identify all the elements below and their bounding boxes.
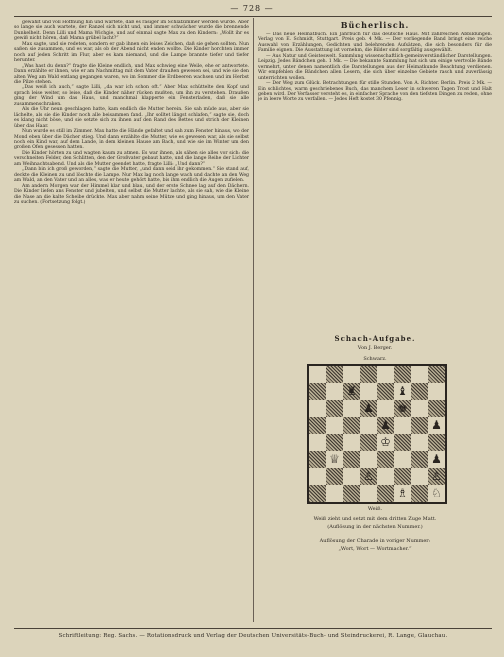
review-paragraph: — Der Weg zum Glück. Betrachtungen für stille Stunden. Von A. Richter. Berlin. Preis 2 Mk. — Ein schlichtes, warm geschriebenes Buch, das manchem Leser in schweren Tagen Trost und Halt geben wird. Der Verfasser versteht es, in einfacher Sprache von den tiefsten Dingen zu reden, ohne je in leere Worte zu verfallen. — Jedes Heft kostet 30 Pfennig.: [258, 81, 492, 103]
top-rule: [14, 16, 492, 17]
chess-square: [326, 468, 343, 485]
story-paragraph: gewählt und voll Hoffnung hin und wartete, daß es rasiger im Schlafzimmer werden würde. Aber so lange sie auch wartete, der Ranzel sich nicht und, und immer schwächer wurde die brennende Dunkelheit. Denn Lilli und Mama Wichgie, und auf einmal sagte Max zu den Kindern: „Wollt ihr es gewiß nicht hören, daß Mama grübel lacht?“: [14, 20, 249, 42]
chess-board: [307, 364, 447, 504]
chess-piece: ♟: [431, 418, 442, 432]
chess-square: [343, 485, 360, 502]
chess-piece: ♔: [380, 435, 391, 449]
chess-square: [411, 451, 428, 468]
charade-solution: „Wort, Wort — Wortmacher.“: [338, 546, 412, 552]
chess-piece: ♟: [363, 401, 374, 415]
chess-square: [343, 366, 360, 383]
chess-square: [360, 434, 377, 451]
chess-piece: ♕: [329, 452, 340, 466]
chess-square: [309, 485, 326, 502]
chess-square: [326, 366, 343, 383]
chess-square: [343, 451, 360, 468]
chess-square: [428, 434, 445, 451]
chess-square: [309, 366, 326, 383]
chess-square: [428, 400, 445, 417]
chess-square: [411, 434, 428, 451]
chess-square: [360, 451, 377, 468]
chess-square: [360, 485, 377, 502]
chess-solution-note: (Auflösung in der nächsten Nummer.): [327, 524, 423, 530]
chess-square: [360, 366, 377, 383]
black-label: Schwarz.: [363, 356, 387, 362]
chess-square: [360, 400, 377, 417]
chess-square: [411, 383, 428, 400]
chess-problem: [258, 334, 492, 624]
chess-square: [428, 383, 445, 400]
chess-square: [343, 434, 360, 451]
chess-square: [326, 417, 343, 434]
chess-piece: ♟: [380, 418, 391, 432]
chess-piece: ♟: [431, 452, 442, 466]
chess-square: [360, 383, 377, 400]
chess-square: [326, 434, 343, 451]
chess-square: [343, 417, 360, 434]
chess-square: [377, 383, 394, 400]
chess-piece: ♚: [397, 401, 408, 415]
chess-square: [309, 400, 326, 417]
chess-square: [394, 366, 411, 383]
chess-piece: ♗: [397, 486, 408, 500]
chess-square: [394, 417, 411, 434]
chess-square: [377, 485, 394, 502]
chess-square: [428, 451, 445, 468]
story-paragraph: Die Kinder hörten zu und wagten kaum zu atmen. Es war ihnen, als sähen sie alles vor sich: die verschneiten Felder, den Schlitten, den der Großvater gebaut hatte, und die lange Reihe der Lichter am Weihnachtsabend. Und als die Mutter geendet hatte, fragte Lilli: „Und dann?“: [14, 150, 249, 167]
chess-piece: ♝: [397, 384, 408, 398]
chess-square: [309, 417, 326, 434]
chess-square: [377, 366, 394, 383]
chess-piece: ♙: [363, 469, 374, 483]
story-paragraph: Als die Uhr neun geschlagen hatte, kam endlich die Mutter herein. Sie sah müde aus, aber sie lächelte, als sie die Kinder noch alle beisammen fand. „Ihr solltet längst schlafen,“ sagte sie, doch es klang nicht böse, und sie setzte sich zu ihnen auf den Rand des Bettes und strich der Kleinen über das Haar.: [14, 107, 249, 129]
chess-square: [394, 383, 411, 400]
chess-square: [326, 400, 343, 417]
section-heading: Bücherlisch.: [340, 20, 410, 30]
chess-square: [309, 451, 326, 468]
chess-square: [428, 468, 445, 485]
story-paragraph: „Dann bin ich groß geworden,“ sagte die Mutter, „und dann seid ihr gekommen.“ Sie stand auf, deckte die Kleinen zu und löschte die Lampe. Nur Max lag noch lange wach und dachte an den Weg am Wald, an den Vater und an alles, was er heute gehört hatte, bis ihm endlich die Augen zufielen.: [14, 167, 249, 184]
chess-square: [309, 468, 326, 485]
chess-square: [411, 485, 428, 502]
page-number: — 728 —: [230, 4, 274, 13]
story-column: [14, 20, 249, 624]
charade-solution-title: Auflösung der Charade in voriger Nummer:: [319, 538, 431, 544]
chess-square: [309, 434, 326, 451]
story-paragraph: Max sagte, und sie redeten, sondern er gab ihnen ein leises Zeichen, daß sie gehen sollten. Nun saßen sie zusammen, und es war, als ob der Abend nicht enden wollte. Die Kinder horchten immer noch auf jeden Schritt im Flur, aber es kam niemand, und die Lampe brannte tiefer und tiefer herunter.: [14, 41, 249, 64]
chess-square: [377, 434, 394, 451]
chess-square: [428, 366, 445, 383]
chess-square: [394, 400, 411, 417]
chess-piece: ♜: [346, 384, 357, 398]
chess-square: [343, 468, 360, 485]
story-paragraph: „Das weiß ich auch,“ sagte Lilli, „da war ich schon oft.“ Aber Max schüttelte den Kopf und sprach leise weiter, so leise, daß die Kinder näher rücken mußten, um ihn zu verstehen. Draußen ging der Wind um das Haus, und manchmal klapperte ein Fensterladen, daß sie alle zusammenschraken.: [14, 85, 249, 107]
chess-square: [377, 400, 394, 417]
chess-square: [343, 383, 360, 400]
chess-square: [394, 434, 411, 451]
chess-square: [326, 383, 343, 400]
chess-square: [428, 417, 445, 434]
imprint-footer: Schriftleitung: Reg. Sachs. — Rotationsdruck und Verlag der Deutschen Universitäts-Buch- und Steindruckerei, R. Lange, Glauchau.: [58, 633, 448, 639]
chess-square: [326, 451, 343, 468]
story-paragraph: „Was hast du denn?“ fragte die Kleine endlich, und Max schwieg eine Weile, ehe er antwortete. Dann erzählte er ihnen, wie er am Nachmittag mit dem Vater draußen gewesen sei, und wie sie den alten Weg am Wald entlang gegangen waren, wo im Sommer die Erdbeeren wachsen und im Herbst die Pilze stehen.: [14, 63, 249, 85]
white-label: Weiß.: [367, 506, 383, 512]
chess-square: [326, 485, 343, 502]
chess-square: [428, 485, 445, 502]
chess-title: Schach-Aufgabe.: [334, 334, 416, 343]
story-paragraph: Nun wurde es still im Zimmer. Max hatte die Hände gefaltet und sah zum Fenster hinaus, wo der Mond eben über die Dächer stieg. Und dann erzählte die Mutter, wie es gewesen war, als sie selbst noch ein Kind war, auf dem Lande, in dem kleinen Hause am Bach, und wie sie im Winter um den großen Ofen gesessen hatten.: [14, 129, 249, 151]
column-divider: [253, 18, 254, 622]
chess-square: [411, 400, 428, 417]
chess-square: [411, 468, 428, 485]
chess-square: [309, 383, 326, 400]
chess-square: [360, 468, 377, 485]
chess-author: Von J. Berger.: [357, 345, 393, 351]
review-paragraph: — Aus Natur und Geisteswelt. Sammlung wissenschaftlich-gemeinverständlicher Darstellungen. Leipzig. Jedes Bändchen geh. 1 Mk. — Die bekannte Sammlung hat sich um einige wertvolle Bände vermehrt, unter denen namentlich die Darstellungen aus der Heimatkunde Beachtung verdienen. Wir empfehlen die Bändchen allen Lesern, die sich über einzelne Gebiete rasch und zuverlässig unterrichten wollen.: [258, 53, 492, 81]
chess-instruction: Weiß zieht und setzt mit dem dritten Zuge Matt.: [313, 516, 437, 522]
chess-square: [377, 451, 394, 468]
chess-square: [377, 417, 394, 434]
bottom-rule: [14, 628, 492, 629]
chess-square: [377, 468, 394, 485]
chess-piece: ♘: [431, 486, 442, 500]
chess-square: [394, 468, 411, 485]
book-review-column: [258, 32, 492, 326]
chess-square: [411, 417, 428, 434]
chess-square: [360, 417, 377, 434]
chess-piece: ♙: [431, 469, 442, 483]
chess-square: [394, 485, 411, 502]
story-paragraph: Am andern Morgen war der Himmel klar und blau, und der erste Schnee lag auf den Dächern. Die Kinder liefen ans Fenster und jubelten, und selbst die Mutter lachte, als sie sah, wie die Kleine die Nase an die kalte Scheibe drückte. Max aber nahm seine Mütze und ging hinaus, um den Vater zu suchen. (Fortsetzung folgt.): [14, 183, 249, 205]
chess-square: [411, 366, 428, 383]
chess-square: [343, 400, 360, 417]
chess-square: [394, 451, 411, 468]
review-paragraph: — Das neue Heimatbuch. Ein Jahrbuch für das deutsche Haus. Mit zahlreichen Abbildungen. Verlag von E. Schmidt, Stuttgart. Preis geb. 4 Mk. — Der vorliegende Band bringt eine reiche Auswahl von Erzählungen, Gedichten und belehrenden Aufsätzen, die sich besonders für die Familie eignen. Die Ausstattung ist vornehm, die Bilder sind sorgfältig ausgewählt.: [258, 32, 492, 54]
